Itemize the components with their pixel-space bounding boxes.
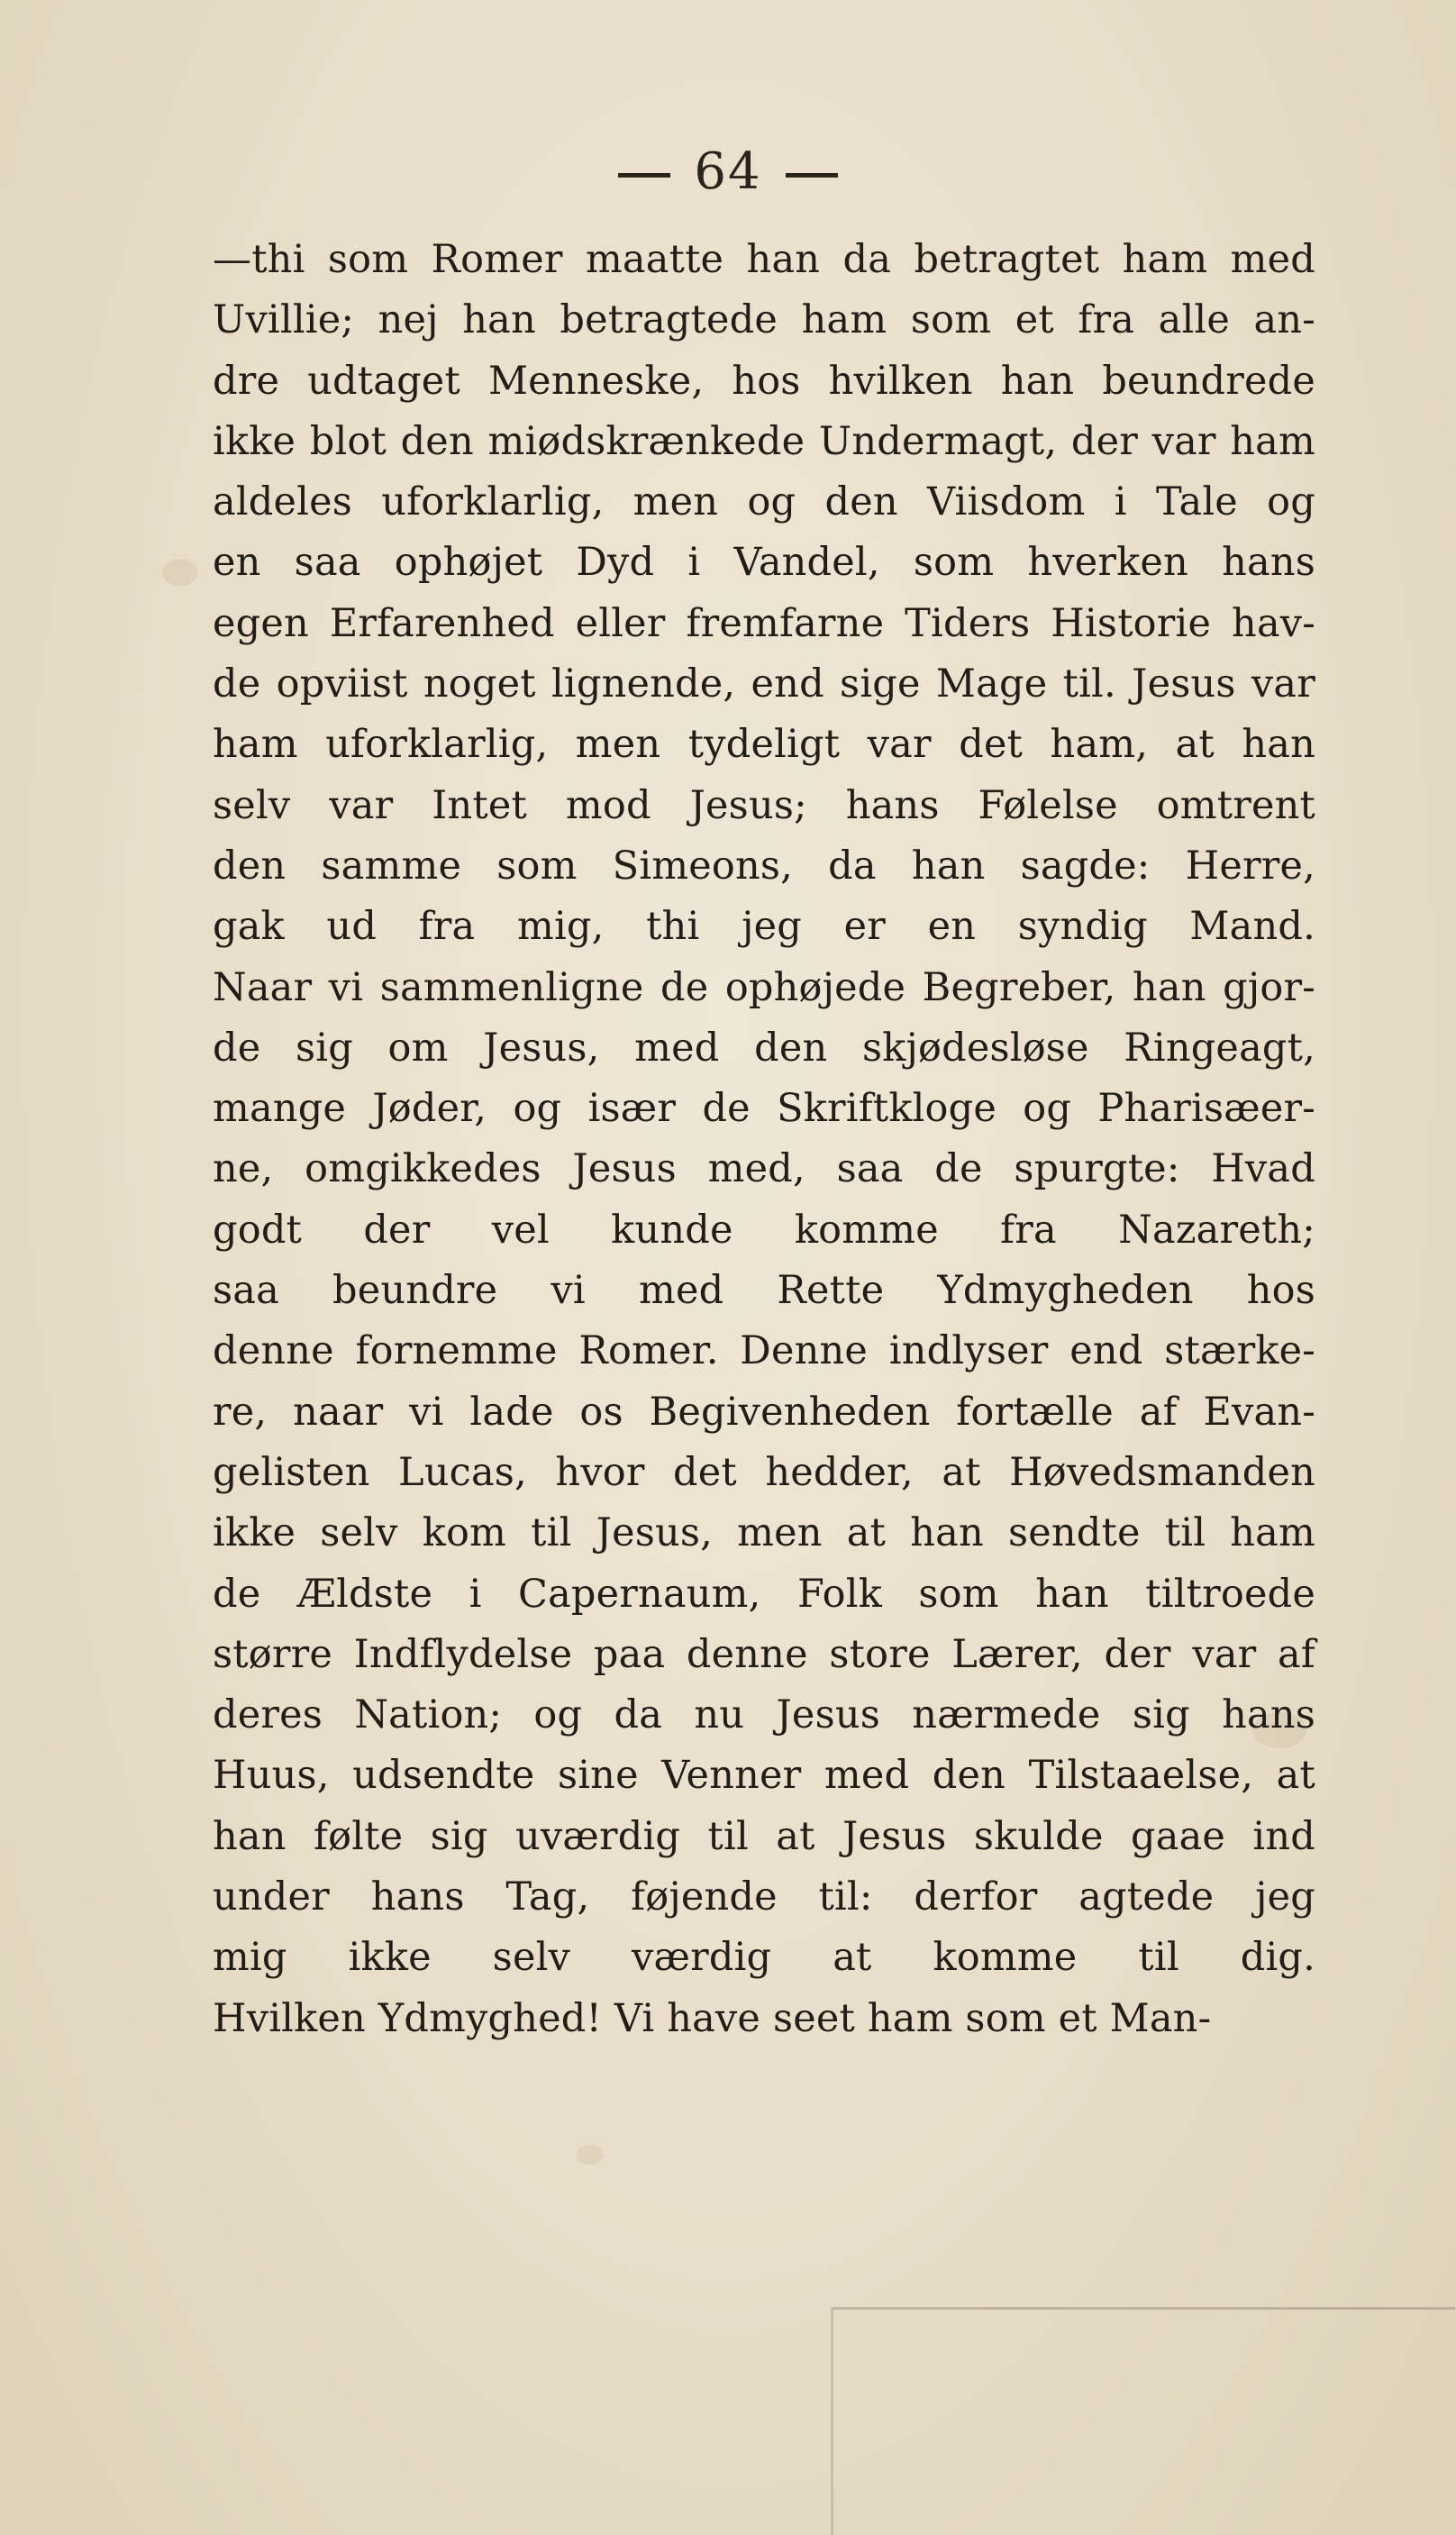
text-line: de opviist noget lignende, end sige Mage til. Jesus var	[213, 661, 1315, 707]
text-line: Uvillie; nej han betragtede ham som et fra alle an-	[213, 297, 1315, 343]
text-line: denne fornemme Romer. Denne indlyser end stærke-	[213, 1328, 1315, 1374]
body-text	[213, 230, 1315, 2049]
text-line: ikke blot den miødskrænkede Undermagt, der var ham	[213, 418, 1315, 464]
text-line: Naar vi sammenligne de ophøjede Begreber, han gjor-	[213, 964, 1315, 1010]
text-line: under hans Tag, føjende til: derfor agtede jeg	[213, 1874, 1315, 1920]
text-line: større Indflydelse paa denne store Lærer, der var af	[213, 1631, 1315, 1677]
text-line: en saa ophøjet Dyd i Vandel, som hverken hans	[213, 540, 1315, 586]
paper-crease	[833, 2307, 1455, 2310]
text-line: dre udtaget Menneske, hos hvilken han beundrede	[213, 358, 1315, 404]
text-line: den samme som Simeons, da han sagde: Herre,	[213, 843, 1315, 889]
paper-stain	[162, 559, 198, 586]
text-line: gak ud fra mig, thi jeg er en syndig Mand.	[213, 904, 1315, 950]
text-line: —thi som Romer maatte han da betragtet ham med	[213, 237, 1315, 282]
text-line: Huus, udsendte sine Venner med den Tilstaaelse, at	[213, 1753, 1315, 1799]
paper-stain	[577, 2145, 604, 2165]
paper-crease	[831, 2307, 833, 2535]
text-line: de sig om Jesus, med den skjødesløse Ringeagt,	[213, 1025, 1315, 1071]
text-line: saa beundre vi med Rette Ydmygheden hos	[213, 1268, 1315, 1314]
page-number-dash-left	[618, 173, 670, 178]
text-line: selv var Intet mod Jesus; hans Følelse omtrent	[213, 782, 1315, 828]
text-line: mange Jøder, og især de Skriftkloge og Pharisæer-	[213, 1086, 1315, 1132]
text-line: Hvilken Ydmyghed! Vi have seet ham som et Man-	[213, 1995, 1212, 2041]
text-line: han følte sig uværdig til at Jesus skulde gaae ind	[213, 1813, 1315, 1859]
text-line: deres Nation; og da nu Jesus nærmede sig hans	[213, 1692, 1315, 1738]
page-number-dash-right	[786, 173, 838, 178]
text-line: aldeles uforklarlig, men og den Viisdom i Tale og	[213, 479, 1315, 525]
text-line: de Ældste i Capernaum, Folk som han tiltroede	[213, 1571, 1315, 1617]
text-line: ne, omgikkedes Jesus med, saa de spurgte: Hvad	[213, 1146, 1315, 1192]
text-line: ham uforklarlig, men tydeligt var det ham, at han	[213, 722, 1315, 768]
text-line: egen Erfarenhed eller fremfarne Tiders Historie hav-	[213, 600, 1315, 646]
page-number	[0, 142, 1456, 201]
text-line: ikke selv kom til Jesus, men at han sendte til ham	[213, 1510, 1315, 1556]
page-number-value: 64	[694, 142, 762, 201]
text-line: godt der vel kunde komme fra Nazareth;	[213, 1207, 1315, 1253]
text-line: mig ikke selv værdig at komme til dig.	[213, 1935, 1315, 1981]
text-line: re, naar vi lade os Begivenheden fortælle af Evan-	[213, 1389, 1315, 1435]
text-line: gelisten Lucas, hvor det hedder, at Høvedsmanden	[213, 1449, 1315, 1495]
